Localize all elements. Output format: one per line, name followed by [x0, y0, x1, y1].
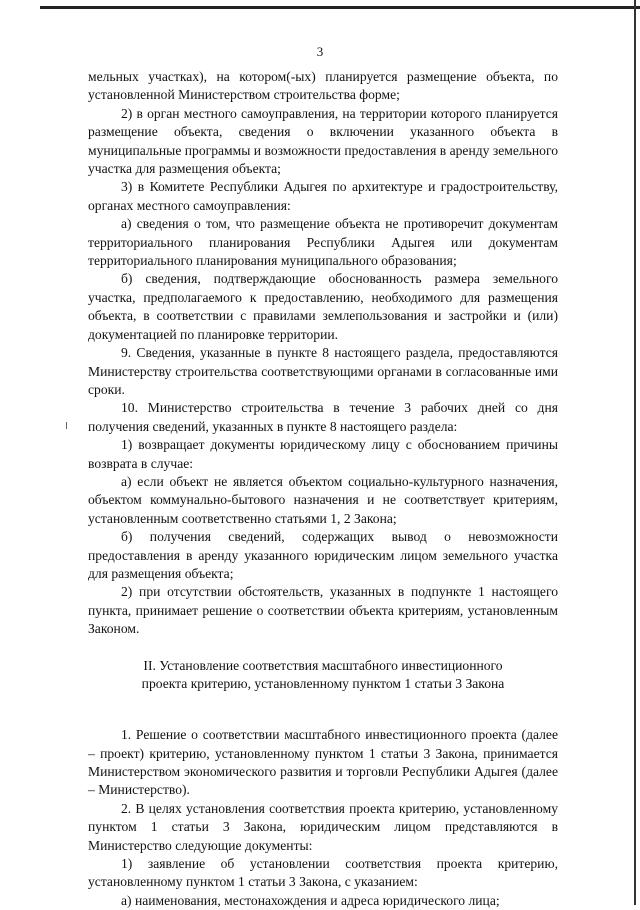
paragraph: 1) заявление об установлении соответствия проекта критерию, установленному пунктом 1 статьи 3 Закона, с указанием: [88, 856, 558, 890]
paragraph: 2) в орган местного самоуправления, на территории которого планируется размещение объекта, сведения о включении указанного объекта в муниципальные программы и возможности предоставления в аренду земельного участка для размещения объекта; [88, 105, 558, 177]
section-heading-line: II. Установление соответствия масштабного инвестиционного [143, 657, 503, 673]
paragraph: а) наименования, местонахождения и адреса юридического лица; [121, 892, 500, 908]
section-heading-line: проекта критерию, установленному пунктом 1 статьи 3 Закона [141, 676, 505, 692]
paragraph: 2) при отсутствии обстоятельств, указанных в подпункте 1 настоящего пункта, принимает решение о соответствии объекта критериям, установленным Законом. [88, 584, 558, 637]
paragraph: а) если объект не является объектом социально-культурного назначения, объектом коммунально-бытового назначения и не соответствует критериям, установленным соответственно статьями 1, 2 Закона; [88, 473, 558, 526]
scan-right-edge [634, 0, 636, 905]
paragraph: б) получения сведений, содержащих вывод о невозможности предоставления в аренду указанного юридическим лицом земельного участка для размещения объекта; [88, 529, 558, 581]
page-number: 3 [316, 44, 324, 59]
margin-mark [66, 422, 67, 429]
paragraph: 2. В целях установления соответствия проекта критерию, установленному пунктом 1 статьи 3 Закона, юридическим лицом представляются в Министерство следующие документы: [88, 800, 558, 853]
paragraph: 10. Министерство строительства в течение 3 рабочих дней со дня получения сведений, указанных в пункте 8 настоящего раздела: [88, 400, 558, 434]
paragraph: а) сведения о том, что размещение объекта не противоречит документам территориального планирования Республики Адыгея или документам территориального планирования муниципального образования; [88, 216, 558, 269]
paragraph: 3) в Комитете Республики Адыгея по архитектуре и градостроительству, органах местного самоуправления: [88, 179, 558, 213]
paragraph: мельных участках), на котором(-ых) планируется размещение объекта, по установленной Министерством строительства форме; [88, 69, 558, 103]
paragraph: 1. Решение о соответствии масштабного инвестиционного проекта (далее – проект) критерию, установленному пунктом 1 статьи 3 Закона, принимается Министерством экономического развития и торговли Республики Адыгея (далее – Министерство). [88, 727, 558, 798]
document-body [88, 68, 558, 910]
paragraph: 1) возвращает документы юридическому лицу с обоснованием причины возврата в случае: [88, 437, 558, 471]
paragraph: 9. Сведения, указанные в пункте 8 настоящего раздела, предоставляются Министерству строительства соответствующими органами в согласованные ими сроки. [88, 345, 558, 397]
section-heading [88, 657, 558, 695]
scan-top-edge [40, 6, 640, 9]
paragraph: б) сведения, подтверждающие обоснованность размера земельного участка, предполагаемого к предоставлению, необходимого для размещения объекта, в соответствии с правилами землепользования и застройки и (или) документацией по планировке территории. [88, 271, 558, 342]
